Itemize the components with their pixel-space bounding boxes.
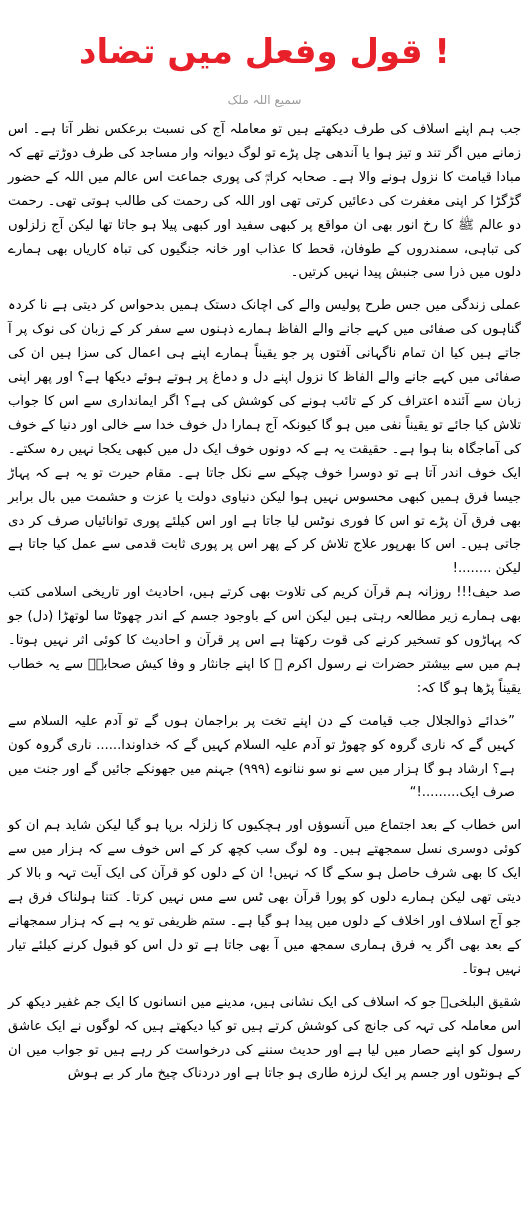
paragraph-3: صد حیف!!! روزانہ ہم قرآن کریم کی تلاوت بھی کرتے ہیں، احادیث اور تاریخی اسلامی کتب بھی ہمارے زیر مطالعہ رہتی ہیں لیکن اس کے باوجود جسم کے اندر چھوٹا سا لوتھڑا (دل) جو کہ پہاڑوں کو تسخیر کرنے کی قوت رکھتا ہے اس پر قرآن و احادیث کا کوئی اثر نہیں ہوتا۔ ہم میں سے بیشتر حضرات نے رسول اکرم ﷺ کا اپنے جانثار و وفا کیش صحابہؓ سے یہ خطاب یقیناً پڑھا ہو گا کہ:	[8, 585, 521, 696]
article-body	[8, 118, 521, 1086]
article-title: قول وفعل میں تضاد !	[79, 32, 450, 72]
paragraph-1: جب ہم اپنے اسلاف کی طرف دیکھتے ہیں تو معاملہ آج کی نسبت برعکس نظر آتا ہے۔ اس زمانے میں اگر تند و تیز ہوا یا آندھی چل پڑے تو لوگ دیوانہ وار مساجد کی طرف دوڑتے تھے کہ مبادا قیامت کا نزول ہونے والا ہے۔ صحابہ کرامؓ کی پوری جماعت اس عالم میں اللہ کے حضور گڑگڑا کر اپنی مغفرت کی دعائیں کرتی تھی اور اللہ کی رحمت کی طالب ہوتی تھی۔ رحمت دو عالم ﷺ کا رخ انور بھی ان مواقع پر کبھی سفید اور کبھی پیلا ہو جاتا تھا لیکن آج زلزلوں کی تباہی، سمندروں کے طوفان، قحط کا عذاب اور خانہ جنگیوں کی تباہ کاریاں بھی ہمارے دلوں میں ذرا سی جنبش پیدا نہیں کرتیں۔	[8, 122, 521, 281]
paragraph-5: اس خطاب کے بعد اجتماع میں آنسوؤں اور ہچکیوں کا زلزلہ برپا ہو گیا لیکن شاید ہم ان کو کوئی دوسری نسل سمجھتے ہیں۔ وہ لوگ سب کچھ کر کے اس خوف سے کہ ہزار میں سے ایک کا بھی شرف حاصل ہو سکے گا کہ نہیں! ان کے دلوں کو قرآن کی ایک آیت تہہ و بالا کر دیتی تھی لیکن ہمارے دلوں کو پورا قرآن بھی ٹس سے مس نہیں کرتا۔ کتنا ہولناک فرق ہے جو آج اسلاف اور اخلاف کے دلوں میں پیدا ہو گیا ہے۔ ستم ظریفی تو یہ ہے کہ ہزار سمجھانے کے بعد بھی اگر یہ فرق ہماری سمجھ میں آ بھی جاتا ہے تو دل اس کو قبول کرنے کیلئے تیار نہیں ہوتا۔	[8, 818, 521, 977]
hadith-quote: ”خدائے ذوالجلال جب قیامت کے دن اپنے تخت پر براجمان ہوں گے تو آدم علیہ السلام سے کہیں گے کہ ناری گروہ کو چھوڑ تو آدم علیہ السلام کہیں گے کہ خداوندا...... ناری گروہ کون ہے؟ ارشاد ہو گا ہزار میں سے نو سو ننانوے (۹۹۹) جہنم میں جھونکے جائیں گے اور جنت میں صرف ایک.........!“	[8, 713, 515, 801]
paragraph-2: عملی زندگی میں جس طرح پولیس والے کی اچانک دستک ہمیں بدحواس کر دیتی ہے نا کردہ گناہوں کی صفائی میں کہے جانے والے الفاظ ہمارے ذہنوں سے سفر کر کے زبان کی نوک پر آ جاتے ہیں کیا ان تمام ناگہانی آفتوں پر جو یقیناً ہمارے اپنے ہی اعمال کی سزا ہیں ان کی صفائی میں کہے جانے والے الفاظ کا نزول اپنے دل و دماغ پر ہوتے ہوئے دیکھا ہے؟ اور پھر اپنی زبان سے آئندہ اعتراف کر کے تائب ہونے کی کوشش کی ہے؟ اگر ایمانداری سے اس کا جواب تلاش کیا جائے تو یقیناً نفی میں ہو گا کیونکہ آج ہمارا دل خوف خدا سے خالی اور دنیا کے خوف کی آماجگاہ بنا ہوا ہے۔ حقیقت یہ ہے کہ دونوں خوف ایک دل میں کبھی یکجا نہیں رہ سکتے۔ ایک خوف اندر آتا ہے تو دوسرا خوف چپکے سے نکل جاتا ہے۔ مقام حیرت تو یہ ہے کہ پہاڑ جیسا فرق ہمیں کبھی محسوس نہیں ہوا لیکن دنیاوی دولت یا عزت و حشمت میں بال برابر بھی فرق آن پڑے تو اس کا فوری نوٹس لیا جاتا ہے اور اس کیلئے پوری توانائیاں صرف کر دی جاتی ہیں۔ اس کا بھرپور علاج تلاش کر کے پھر اس پر پوری ثابت قدمی سے عمل کیا جاتا ہے لیکن ........!	[8, 298, 521, 577]
paragraph-6: شقیق البلخیؒ جو کہ اسلاف کی ایک نشانی ہیں، مدینے میں انسانوں کا ایک جم غفیر دیکھ کر اس معاملہ کی تہہ کی جانچ کی کوشش کرتے ہیں تو کیا دیکھتے ہیں کہ لوگوں نے ایک عاشق رسول کو اپنے حصار میں لیا ہے اور حدیث سننے کی درخواست کر رہے ہیں تو جواب میں ان کے ہونٹوں اور جسم پر ایک لرزہ طاری ہو جاتا ہے اور دردناک چیخ مار کر بے ہوش	[8, 994, 521, 1082]
author-signature: سمیع اللہ ملک	[227, 93, 302, 107]
